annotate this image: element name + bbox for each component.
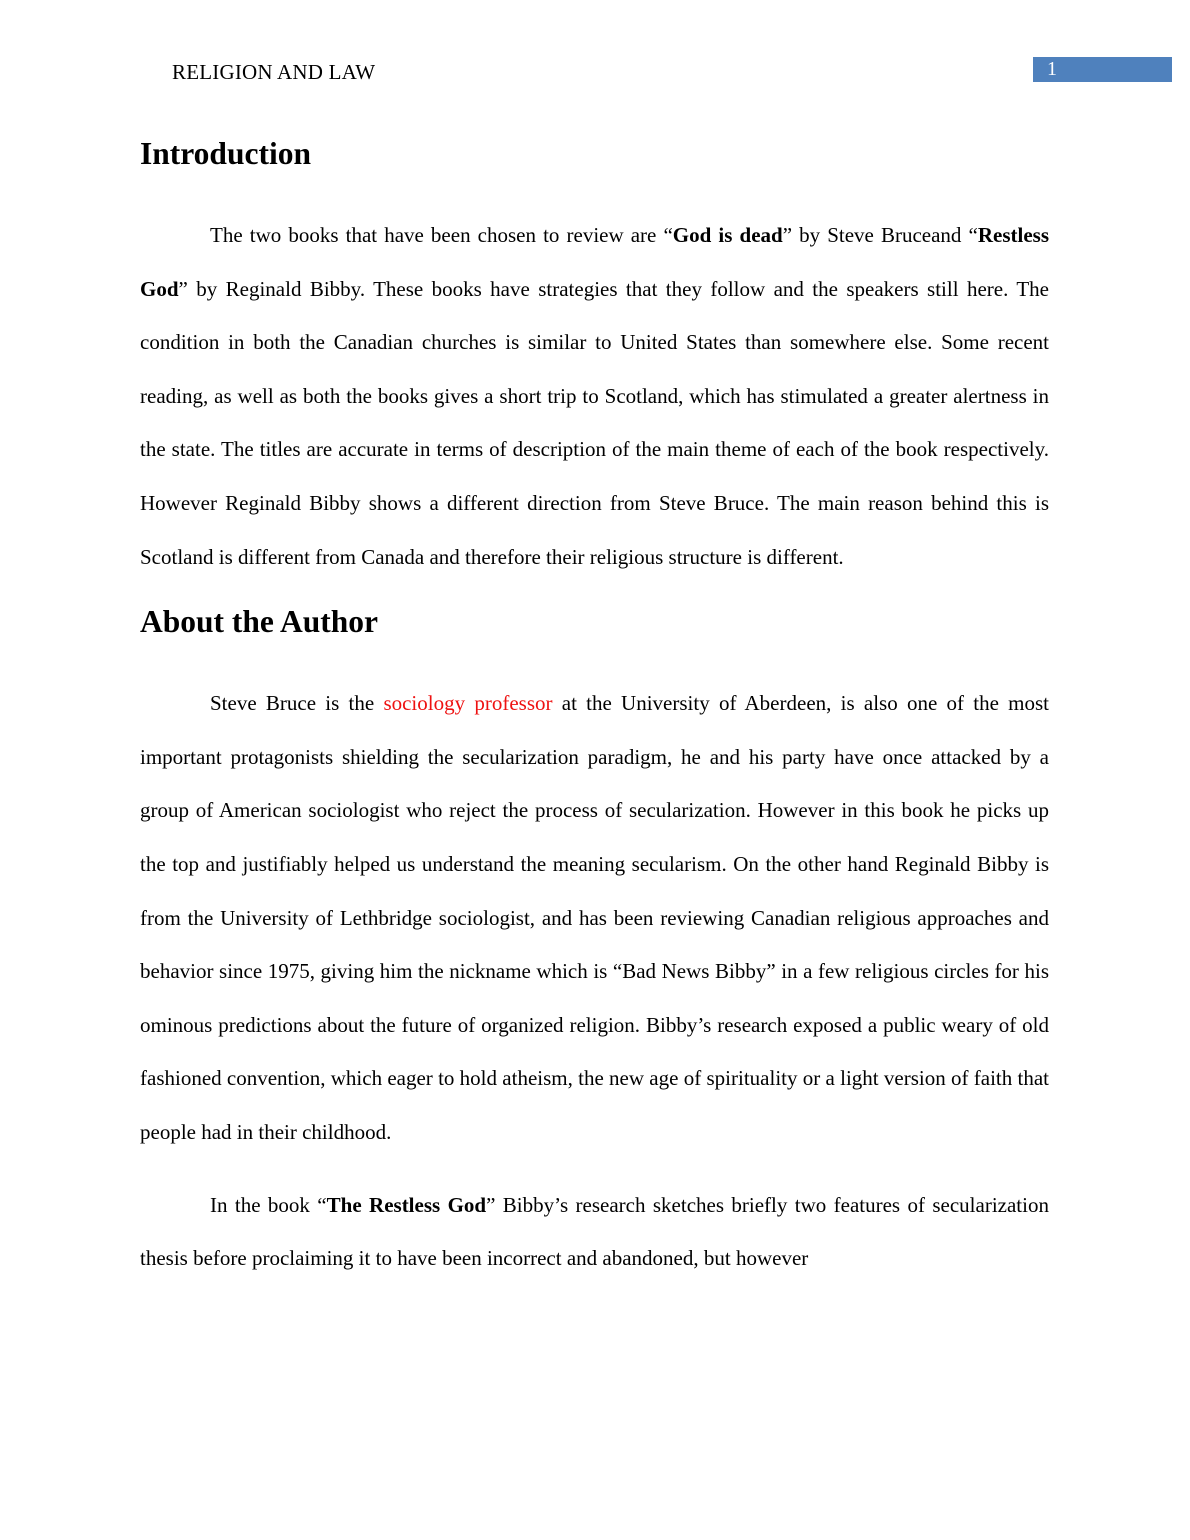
book-title-the-restless-god: The Restless God	[326, 1192, 487, 1217]
paragraph-about-author	[140, 677, 1049, 1159]
paragraph-introduction	[140, 209, 1049, 584]
page-number-badge	[1033, 57, 1172, 82]
text-run: ” by Steve Bruceand “	[782, 223, 978, 247]
highlighted-text: sociology professor	[383, 691, 553, 716]
text-run: Steve Bruce is the	[210, 691, 384, 716]
paragraph-restless-god	[140, 1179, 1049, 1286]
text-run: ” Bibby’s research sketches briefly two features of secularization thesis before proclaiming it to have been incorrect and abandoned, but however	[140, 1192, 1049, 1271]
section-heading-about-author: About the Author	[140, 604, 379, 640]
text-run: The two books that have been chosen to review are “	[210, 223, 673, 247]
section-heading-introduction: Introduction	[140, 136, 311, 171]
text-run: ” by Reginald Bibby. These books have strategies that they follow and the speakers still here. The condition in both the Canadian churches is similar to United States than somewhere else. Some recent reading, as well as both the books gives a short trip to Scotland, which has stimulated a greater alertness in the state. The titles are accurate in terms of description of the main theme of each of the book respectively. However Reginald Bibby shows a different direction from Steve Bruce. The main reason behind this is Scotland is different from Canada and therefore their religious structure is different.	[140, 276, 1049, 569]
running-head: RELIGION AND LAW	[172, 60, 376, 84]
page-number: 1	[1047, 58, 1057, 80]
text-run: In the book “	[210, 1192, 327, 1217]
book-title-restless-god: Restless God	[140, 223, 1050, 301]
text-run: at the University of Aberdeen, is also one of the most important protagonists shielding the secularization paradigm, he and his party have once attacked by a group of American sociologist who reject the process of secularization. However in this book he picks up the top and justifiably helped us understand the meaning secularism. On the other hand Reginald Bibby is from the University of Lethbridge sociologist, and has been reviewing Canadian religious approaches and behavior since 1975, giving him the nickname which is “Bad News Bibby” in a few religious circles for his ominous predictions about the future of organized religion. Bibby’s research exposed a public weary of old fashioned convention, which eager to hold atheism, the new age of spirituality or a light version of faith that people had in their childhood.	[140, 691, 1049, 1144]
book-title-god-is-dead: God is dead	[672, 223, 783, 247]
document-body	[140, 136, 1049, 1286]
